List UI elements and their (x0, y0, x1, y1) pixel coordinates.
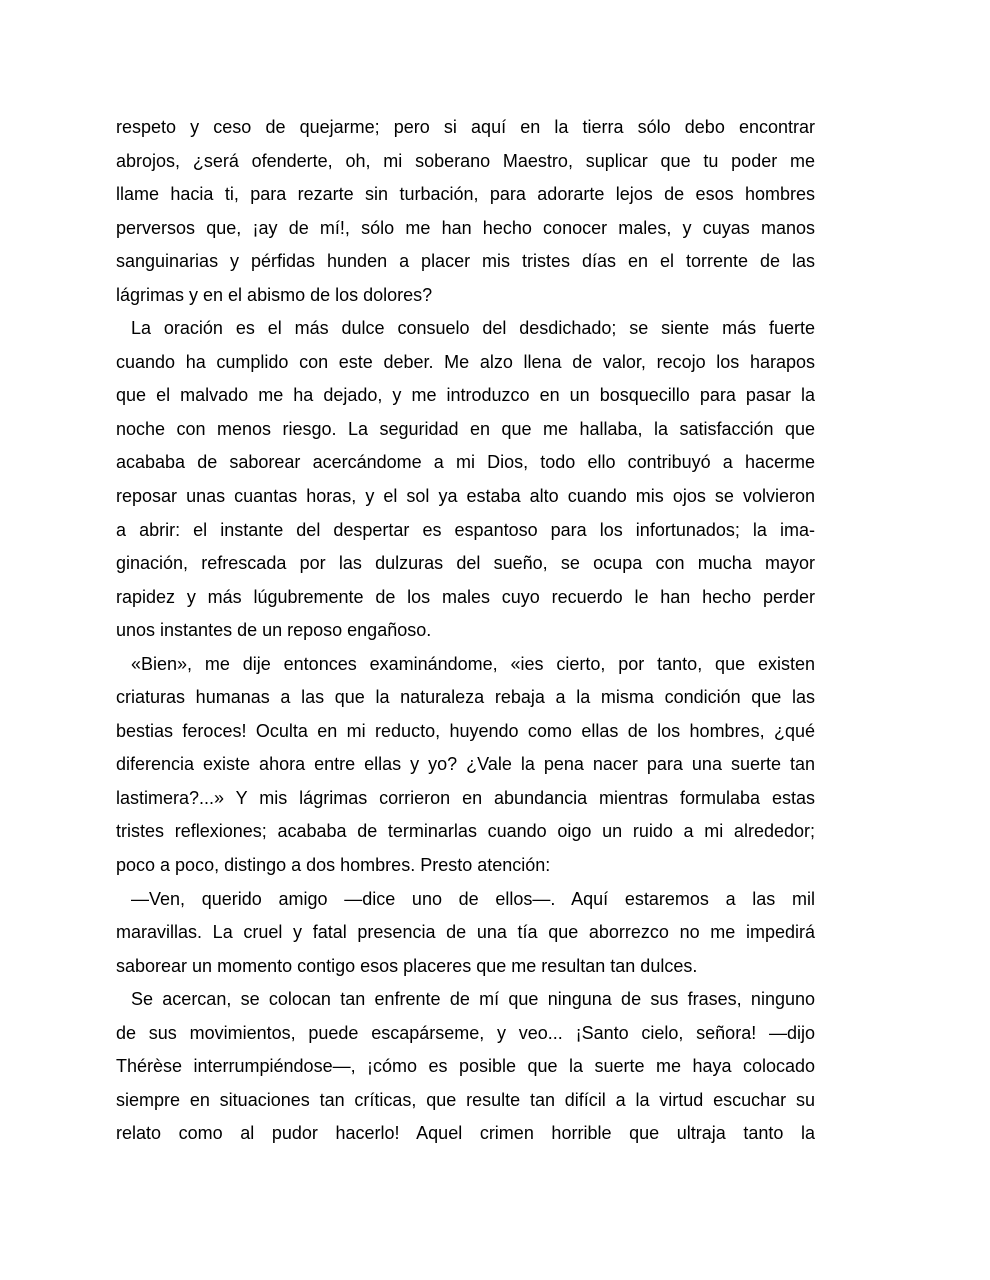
text-line: ginación, refrescada por las dulzuras del sueño, se ocupa con mucha mayor (116, 553, 815, 574)
text-line: bestias feroces! Oculta en mi reducto, huyendo como ellas de los hombres, ¿qué (116, 720, 815, 741)
text-line: que el malvado me ha dejado, y me introduzco en un bosquecillo para pasar la (116, 385, 815, 406)
text-line: relato como al pudor hacerlo! Aquel crimen horrible que ultraja tanto la (116, 1123, 815, 1144)
text-line: saborear un momento contigo esos placeres que me resultan tan dulces. (116, 955, 698, 976)
text-line: sanguinarias y pérfidas hunden a placer mis tristes días en el torrente de las (116, 251, 815, 272)
text-line: Thérèse interrumpiéndose—, ¡cómo es posible que la suerte me haya colocado (116, 1056, 815, 1077)
text-line: Se acercan, se colocan tan enfrente de mí que ninguna de sus frases, ninguno (131, 989, 815, 1010)
text-line: respeto y ceso de quejarme; pero si aquí en la tierra sólo debo encontrar (116, 117, 815, 137)
text-line: criaturas humanas a las que la naturaleza rebaja a la misma condición que las (116, 687, 815, 708)
text-line: perversos que, ¡ay de mí!, sólo me han hecho conocer males, y cuyas manos (116, 217, 815, 238)
text-line: abrojos, ¿será ofenderte, oh, mi soberano Maestro, suplicar que tu poder me (116, 150, 815, 171)
text-line: a abrir: el instante del despertar es espantoso para los infortunados; la ima- (116, 519, 815, 540)
text-line: unos instantes de un reposo engañoso. (116, 620, 432, 641)
body-text (116, 111, 815, 1151)
text-line: llame hacia ti, para rezarte sin turbación, para adorarte lejos de esos hombres (116, 184, 815, 205)
text-line: rapidez y más lúgubremente de los males cuyo recuerdo le han hecho perder (116, 586, 815, 607)
text-line: acababa de saborear acercándome a mi Dios, todo ello contribuyó a hacerme (116, 452, 815, 473)
text-line: de sus movimientos, puede escapárseme, y veo... ¡Santo cielo, señora! —dijo (116, 1022, 815, 1043)
text-line: —Ven, querido amigo —dice uno de ellos—. Aquí estaremos a las mil (131, 888, 815, 909)
text-line: reposar unas cuantas horas, y el sol ya estaba alto cuando mis ojos se volvieron (116, 486, 815, 507)
text-line: «Bien», me dije entonces examinándome, «ies cierto, por tanto, que existen (131, 653, 815, 674)
text-line: maravillas. La cruel y fatal presencia de una tía que aborrezco no me impedirá (116, 922, 815, 943)
text-line: diferencia existe ahora entre ellas y yo? ¿Vale la pena nacer para una suerte tan (116, 754, 815, 775)
text-line: poco a poco, distingo a dos hombres. Presto atención: (116, 855, 551, 876)
text-line: cuando ha cumplido con este deber. Me alzo llena de valor, recojo los harapos (116, 351, 815, 372)
text-line: lastimera?...» Y mis lágrimas corrieron en abundancia mientras formulaba estas (116, 787, 815, 808)
text-line: La oración es el más dulce consuelo del desdichado; se siente más fuerte (131, 318, 815, 339)
text-line: noche con menos riesgo. La seguridad en que me hallaba, la satisfacción que (116, 418, 815, 439)
text-line: tristes reflexiones; acababa de terminarlas cuando oigo un ruido a mi alrededor; (116, 821, 815, 842)
text-line: lágrimas y en el abismo de los dolores? (116, 284, 433, 305)
text-line: siempre en situaciones tan críticas, que resulte tan difícil a la virtud escuchar su (116, 1089, 815, 1110)
